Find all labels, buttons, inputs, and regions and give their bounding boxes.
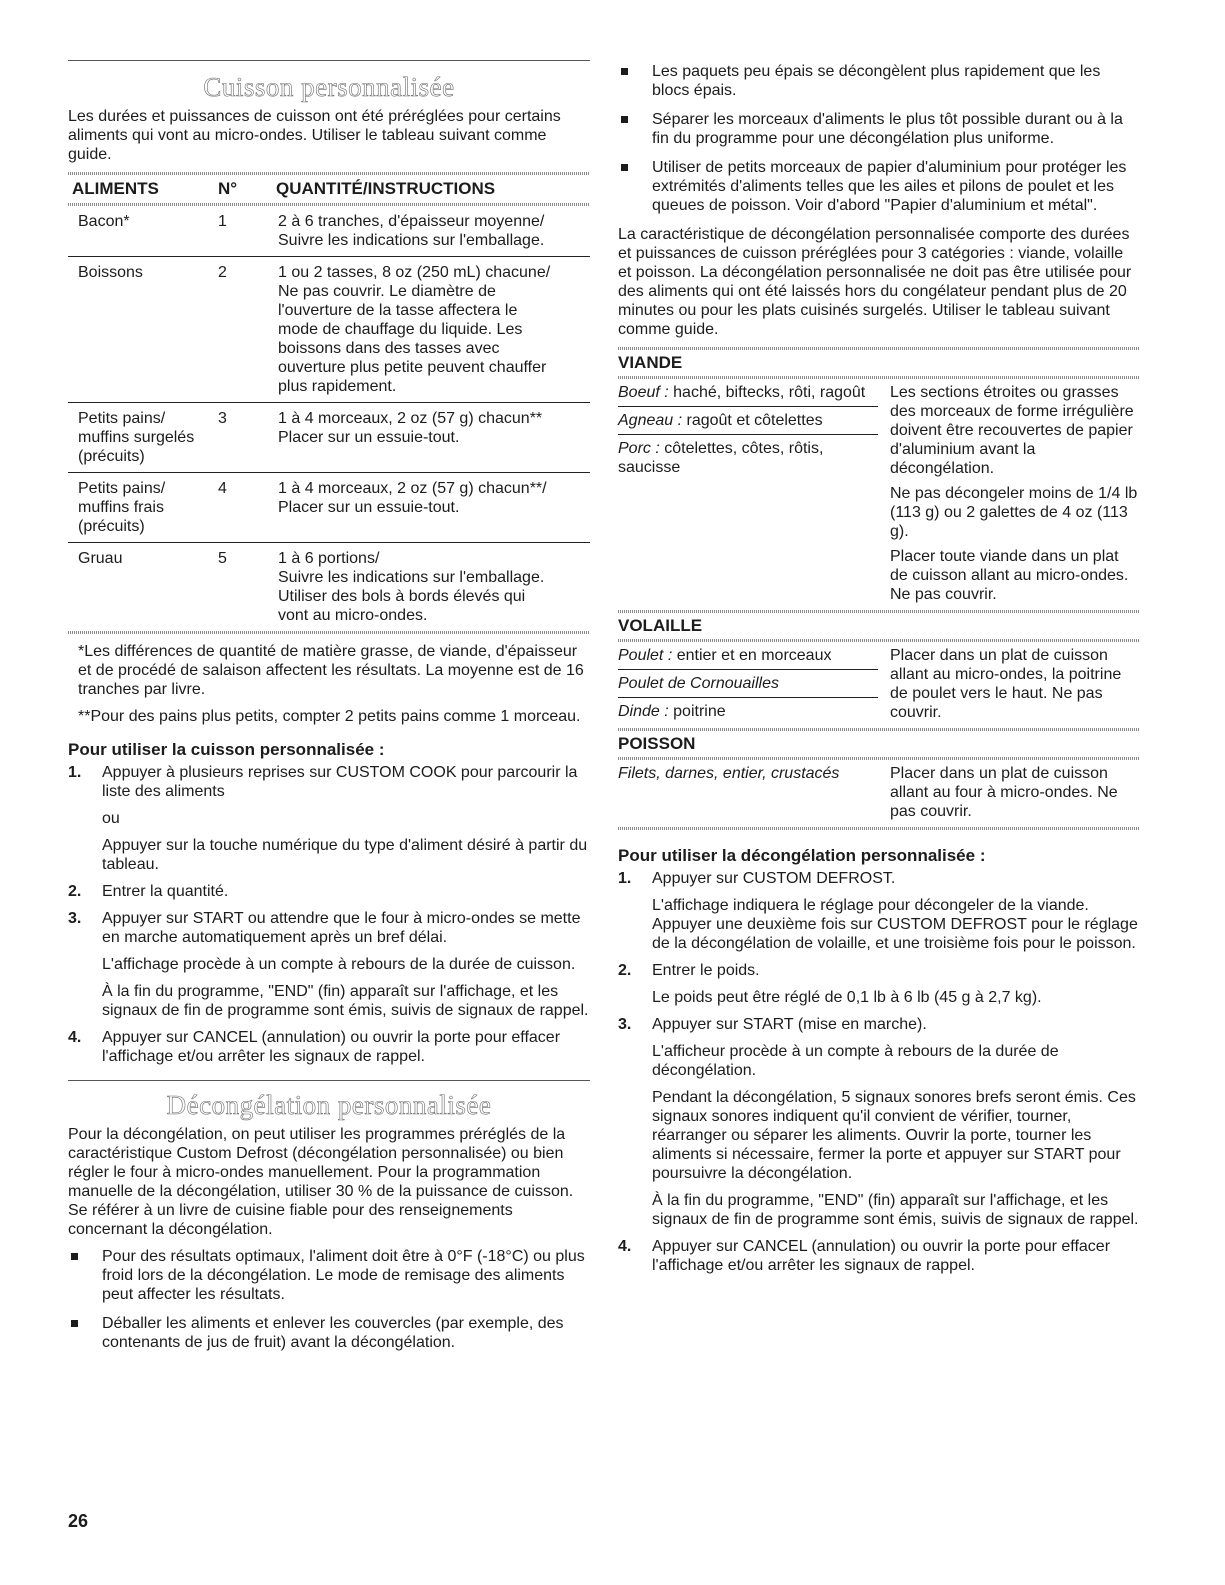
food-name: Filets, darnes, entier, crustacés [618, 765, 840, 782]
qty-text: 1 à 4 morceaux, 2 oz (57 g) chacun**/ [278, 480, 547, 497]
bullet-item [68, 1247, 590, 1304]
row-content [78, 409, 590, 466]
step-text: Pendant la décongélation, 5 signaux sonores brefs seront émis. Ces signaux sonores indiquent qu'il convient de vérifier, tourner, réarranger ou séparer les aliments. Ouvrir la porte, tourner les aliments si nécessaire, fermer la porte et appuyer sur START pour poursuivre la décongélation. [652, 1089, 1136, 1182]
step-text: Entrer le poids. [652, 962, 760, 979]
table-row [68, 543, 590, 631]
bullet-square-icon [621, 116, 628, 123]
right-column [618, 62, 1140, 1283]
step-number: 1. [68, 764, 82, 781]
step-item [68, 909, 590, 1020]
defrost-notes [878, 379, 1140, 610]
qty-note: Placer sur un essuie-tout. [278, 499, 460, 516]
row-main [78, 409, 590, 466]
food-name: Poulet : [618, 647, 673, 664]
table-row [68, 473, 590, 543]
step-number: 3. [618, 1016, 632, 1033]
header-no: N° [218, 179, 238, 198]
qty-text: 1 à 4 morceaux, 2 oz (57 g) chacun** [278, 410, 543, 427]
step-item [68, 763, 590, 874]
food-name: Porc : [618, 440, 660, 457]
defrost-note: Placer dans un plat de cuisson allant au micro-ondes, la poitrine de poulet vers le haut. Ne pas couvrir. [890, 647, 1122, 721]
step-text: Entrer la quantité. [102, 883, 229, 900]
defrost-note: Placer toute viande dans un plat de cuisson allant au micro-ondes. Ne pas couvrir. [890, 548, 1129, 603]
defrost-foods [618, 379, 878, 610]
defrost-table [618, 347, 1140, 830]
category-viande: VIANDE [618, 353, 683, 372]
defrost-note: Les sections étroites ou grasses des morceaux de forme irrégulière doivent être recouvertes de papier d'aluminium avant la décongélation. [890, 384, 1134, 477]
food-name: Agneau : [618, 412, 683, 429]
cell-qty [278, 212, 590, 250]
bullet-text: Déballer les aliments et enlever les couvercles (par exemple, des contenants de jus de fruit) avant la décongélation. [102, 1315, 564, 1351]
qty-text: 1 à 6 portions/ [278, 550, 380, 567]
howto-cook-title: Pour utiliser la cuisson personnalisée : [68, 740, 385, 759]
food-detail: côtelettes, côtes, rôtis, saucisse [618, 440, 824, 476]
step-text: Appuyer sur START ou attendre que le four à micro-ondes se mette en marche automatiquement après un bref délai. [102, 910, 581, 946]
cell-no: 4 [218, 480, 227, 497]
step-number: 1. [618, 870, 632, 887]
footnote-2: **Pour des pains plus petits, compter 2 petits pains comme 1 morceau. [78, 708, 581, 725]
defrost-row-poisson [618, 760, 1140, 827]
cell-no: 2 [218, 264, 227, 281]
food-name: Dinde : [618, 703, 669, 720]
step-item [618, 869, 1140, 953]
row-content [78, 479, 590, 536]
step-text: Le poids peut être réglé de 0,1 lb à 6 lb (45 g à 2,7 kg). [652, 989, 1042, 1006]
food-detail: poitrine [668, 703, 726, 720]
food-item [618, 379, 878, 407]
cell-food: Boissons [78, 264, 143, 281]
category-poisson: POISSON [618, 734, 696, 753]
food-item [618, 698, 878, 725]
intro-text: Les durées et puissances de cuisson ont été préréglées pour certains aliments qui vont au micro-ondes. Utiliser le tableau suivant comme guide. [68, 108, 561, 163]
defrost-table-intro: La caractéristique de décongélation personnalisée comporte des durées et puissances de cuisson préréglées pour 3 catégories : viande, volaille et poisson. La décongélation personnalisée ne doit pas être utilisée pour des aliments qui ont été laissés hors du congélateur pendant plus de 20 minutes ou pour les plats cuisinés surgelés. Utiliser le tableau suivant comme guide. [618, 226, 1132, 338]
food-item [618, 670, 878, 698]
step-number: 4. [68, 1029, 82, 1046]
step-text: Appuyer à plusieurs reprises sur CUSTOM COOK pour parcourir la liste des aliments [102, 764, 578, 800]
food-name: Boeuf : [618, 384, 669, 401]
food-detail: haché, biftecks, rôti, ragoût [668, 384, 866, 401]
step-text: L'afficheur procède à un compte à rebours de la durée de décongélation. [652, 1043, 1059, 1079]
defrost-bullets-left [68, 1247, 590, 1352]
row-content [78, 549, 590, 625]
food-item [618, 760, 878, 787]
table-row [68, 206, 590, 257]
table-row [68, 403, 590, 473]
step-item [68, 1028, 590, 1066]
step-text: Appuyer sur CUSTOM DEFROST. [652, 870, 896, 887]
step-number: 2. [618, 962, 632, 979]
defrost-bullets-right [618, 62, 1140, 215]
left-column [68, 60, 590, 1362]
food-detail: ragoût et côtelettes [682, 412, 823, 429]
step-number: 4. [618, 1238, 632, 1255]
defrost-row-viande [618, 379, 1140, 610]
bullet-text: Utiliser de petits morceaux de papier d'aluminium pour protéger les extrémités d'aliments telles que les ailes et pilons de poulet et les queues de poisson. Voir d'abord "Papier d'aluminium et métal". [652, 159, 1127, 214]
qty-note: Ne pas couvrir. Le diamètre de l'ouverture de la tasse affectera le mode de chauffage du liquide. Les boissons dans des tasses avec ouverture plus petite peuvent chauffer plus rapidement. [278, 283, 547, 395]
cell-food: Bacon* [78, 213, 130, 230]
row-main [78, 212, 590, 250]
defrost-note: Placer dans un plat de cuisson allant au four à micro-ondes. Ne pas couvrir. [890, 765, 1118, 820]
qty-note: Placer sur un essuie-tout. [278, 429, 460, 446]
header-qty: QUANTITÉ/INSTRUCTIONS [276, 179, 496, 198]
cell-food: Gruau [78, 550, 123, 567]
row-main [78, 479, 590, 536]
table-row [68, 257, 590, 403]
defrost-steps [618, 869, 1140, 1275]
step-text: À la fin du programme, "END" (fin) apparaît sur l'affichage, et les signaux de fin de programme sont émis, suivis de signaux de rappel. [102, 983, 589, 1019]
row-main [78, 263, 590, 396]
step-item [618, 1237, 1140, 1275]
section-rule [68, 1080, 590, 1081]
step-text: ou [102, 810, 120, 827]
step-text: Appuyer sur CANCEL (annulation) ou ouvrir la porte pour effacer l'affichage et/ou arrêter les signaux de rappel. [652, 1238, 1111, 1274]
qty-text: 1 ou 2 tasses, 8 oz (250 mL) chacune/ [278, 264, 551, 281]
qty-note: Suivre les indications sur l'emballage. Utiliser des bols à bords élevés qui vont au micro-ondes. [278, 569, 545, 624]
food-name: Poulet de Cornouailles [618, 675, 779, 692]
bullet-text: Séparer les morceaux d'aliments le plus tôt possible durant ou à la fin du programme pour une décongélation plus uniforme. [652, 111, 1123, 147]
cell-no: 3 [218, 410, 227, 427]
food-detail: entier et en morceaux [672, 647, 832, 664]
defrost-notes [878, 760, 1140, 827]
bullet-square-icon [621, 164, 628, 171]
qty-note: Suivre les indications sur l'emballage. [278, 232, 545, 249]
food-item [618, 407, 878, 435]
cell-qty [278, 409, 590, 466]
defrost-foods [618, 642, 878, 728]
bullet-item [68, 1314, 590, 1352]
table-header [68, 175, 590, 203]
step-text: Appuyer sur START (mise en marche). [652, 1016, 927, 1033]
step-number: 2. [68, 883, 82, 900]
bullet-item [618, 62, 1140, 100]
step-number: 3. [68, 910, 82, 927]
section-title-custom-cook: Cuisson personnalisée [203, 72, 455, 102]
defrost-foods [618, 760, 878, 827]
dotted-divider [618, 827, 1140, 830]
step-text: Appuyer sur la touche numérique du type d'aliment désiré à partir du tableau. [102, 837, 588, 873]
qty-text: 2 à 6 tranches, d'épaisseur moyenne/ [278, 213, 545, 230]
cell-qty [278, 263, 590, 396]
cook-steps [68, 763, 590, 1066]
step-text: L'affichage indiquera le réglage pour décongeler de la viande. Appuyer une deuxième fois sur CUSTOM DEFROST pour le réglage de la décongélation de volaille, et une troisième fois pour le poisson. [652, 897, 1138, 952]
defrost-note: Ne pas décongeler moins de 1/4 lb (113 g) ou 2 galettes de 4 oz (113 g). [890, 485, 1138, 540]
step-item [618, 961, 1140, 1007]
step-text: À la fin du programme, "END" (fin) apparaît sur l'affichage, et les signaux de fin de programme sont émis, suivis de signaux de rappel. [652, 1192, 1139, 1228]
cell-qty [278, 549, 590, 625]
section-title-custom-defrost: Décongélation personnalisée [166, 1090, 492, 1120]
defrost-intro: Pour la décongélation, on peut utiliser les programmes préréglés de la caractéristique Custom Defrost (décongélation personnalisée) ou bien régler le four à micro-ondes manuellement. Pour la programmation manuelle de la décongélation, utiliser 30 % de la puissance de cuisson. Se référer à un livre de cuisine fiable pour des renseignements concernant la décongélation. [68, 1126, 574, 1238]
food-item [618, 435, 878, 481]
step-item [618, 1015, 1140, 1229]
bullet-item [618, 158, 1140, 215]
row-main [78, 549, 590, 625]
row-content [78, 212, 590, 250]
cook-table [68, 206, 590, 631]
cell-no: 1 [218, 213, 227, 230]
header-food: ALIMENTS [72, 179, 159, 198]
top-rule [68, 60, 590, 61]
bullet-text: Pour des résultats optimaux, l'aliment doit être à 0°F (-18°C) ou plus froid lors de la décongélation. Le mode de remisage des aliments peut affecter les résultats. [102, 1248, 585, 1303]
step-item [68, 882, 590, 901]
bullet-item [618, 110, 1140, 148]
row-content [78, 263, 590, 396]
cell-food: Petits pains/ muffins frais (précuits) [78, 480, 166, 535]
bullet-square-icon [71, 1253, 78, 1260]
category-volaille: VOLAILLE [618, 616, 703, 635]
defrost-row-volaille [618, 642, 1140, 728]
footnote-1: *Les différences de quantité de matière grasse, de viande, d'épaisseur et de procédé de salaison affectent les résultats. La moyenne est de 16 tranches par livre. [78, 643, 584, 698]
bullet-square-icon [71, 1320, 78, 1327]
cell-food: Petits pains/ muffins surgelés (précuits) [78, 410, 195, 465]
step-text: Appuyer sur CANCEL (annulation) ou ouvrir la porte pour effacer l'affichage et/ou arrêter les signaux de rappel. [102, 1029, 561, 1065]
page-number: 26 [68, 1511, 89, 1531]
step-text: L'affichage procède à un compte à rebours de la durée de cuisson. [102, 956, 576, 973]
food-item [618, 642, 878, 670]
bullet-square-icon [621, 68, 628, 75]
cell-no: 5 [218, 550, 227, 567]
howto-defrost-title: Pour utiliser la décongélation personnalisée : [618, 846, 986, 865]
defrost-notes [878, 642, 1140, 728]
bullet-text: Les paquets peu épais se décongèlent plus rapidement que les blocs épais. [652, 63, 1101, 99]
cell-qty [278, 479, 590, 536]
dotted-divider [68, 631, 590, 634]
